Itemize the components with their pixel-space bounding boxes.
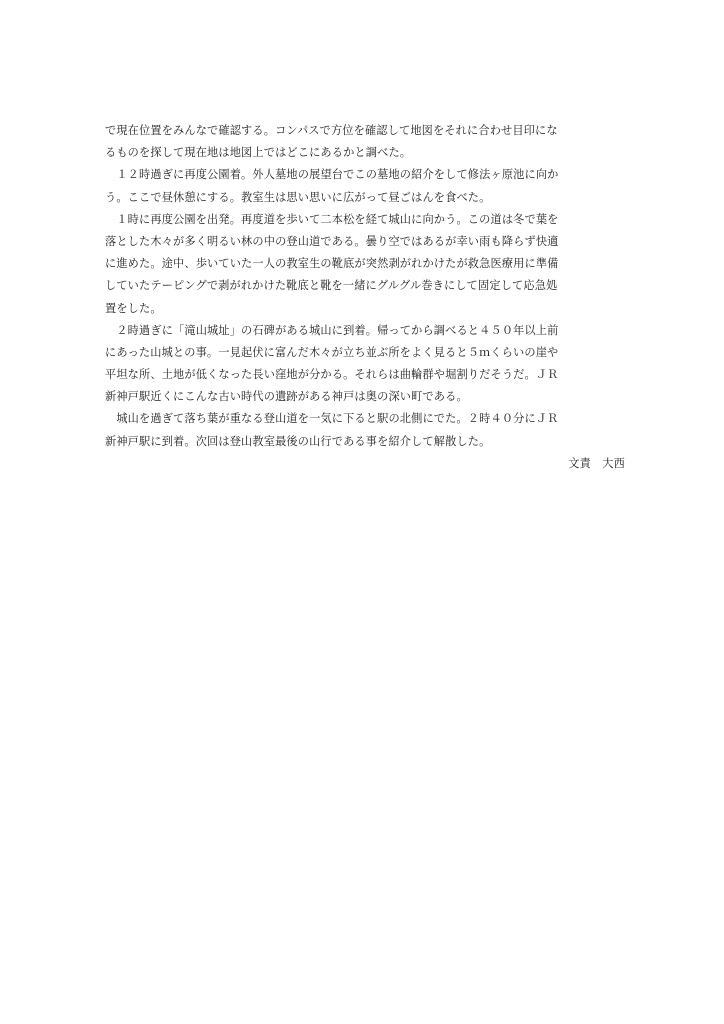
article-body xyxy=(105,120,625,475)
body-line: 落とした木々が多く明るい林の中の登山道である。曇り空ではあるが幸い雨も降らず快適 xyxy=(105,234,559,248)
body-line: １２時過ぎに再度公園着。外人墓地の展望台でこの墓地の紹介をして修法ヶ原池に向か xyxy=(105,168,559,182)
body-line: していたテーピングで剥がれかけた靴底と靴を一緒にグルグル巻きにして固定して応急処 xyxy=(105,279,558,293)
body-line: 城山を過ぎて落ち葉が重なる登山道を一気に下ると駅の北側にでた。２時４０分にＪＲ xyxy=(105,412,559,426)
body-line: にあった山城との事。一見起伏に富んだ木々が立ち並ぶ所をよく見ると５ｍくらいの崖や xyxy=(105,345,559,359)
body-line: １時に再度公園を出発。再度道を歩いて二本松を経て城山に向かう。この道は冬で葉を xyxy=(105,212,559,226)
body-line: 新神戸駅近くにこんな古い時代の遺跡がある神戸は奥の深い町である。 xyxy=(105,390,468,404)
body-line: 平坦な所、土地が低くなった長い窪地が分かる。それらは曲輪群や堀割りだそうだ。ＪＲ xyxy=(105,368,559,382)
body-line: う。ここで昼休憩にする。教室生は思い思いに広がって昼ごはんを食べた。 xyxy=(105,190,491,204)
body-line: 新神戸駅に到着。次回は登山教室最後の山行である事を紹介して解散した。 xyxy=(105,434,491,448)
body-line: ２時過ぎに「滝山城址」の石碑がある城山に到着。帰ってから調べると４５０年以上前 xyxy=(105,323,559,337)
body-line: に進めた。途中、歩いていた一人の教室生の靴底が突然剥がれかけたが救急医療用に準備 xyxy=(105,257,559,271)
body-line: るものを探して現在地は地図上ではどこにあるかと調べた。 xyxy=(105,146,412,160)
body-line: 置をした。 xyxy=(105,301,162,315)
author-signature: 文責 大西 xyxy=(568,456,625,470)
body-line: で現在位置をみんなで確認する。コンパスで方位を確認して地図をそれに合わせ目印にな xyxy=(105,124,558,137)
